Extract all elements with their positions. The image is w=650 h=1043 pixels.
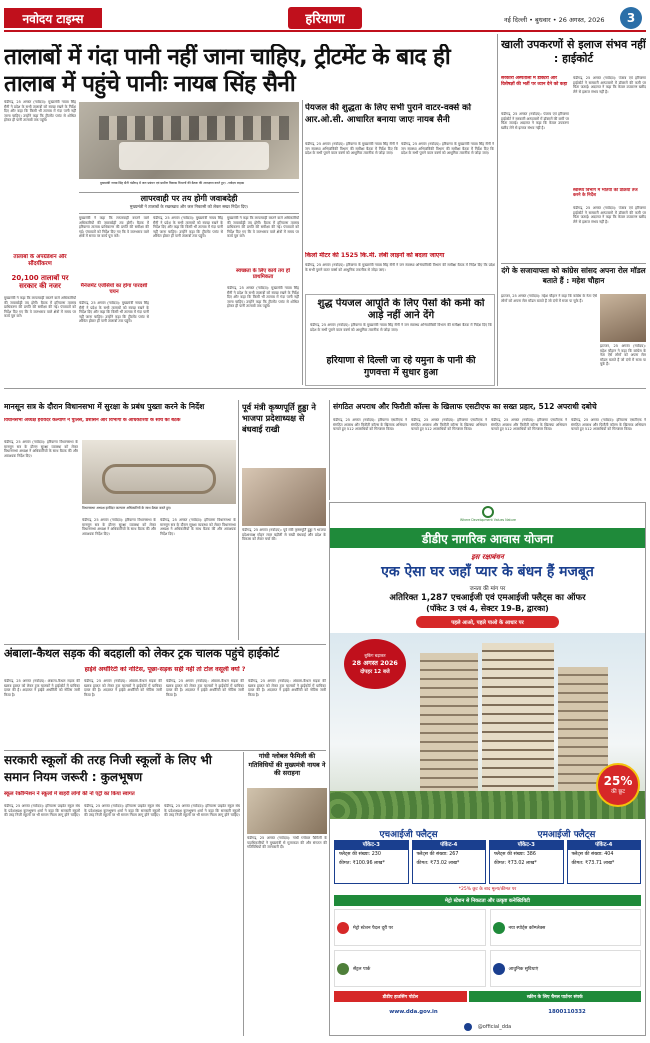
page-number-label: 3 (626, 11, 636, 25)
lead-col3-body: चंडीगढ़, 25 अगस्त (नवोदय): मुख्यमंत्री नायब सिंह सैनी ने प्रदेश के सभी तालाबों को स्वच्छ रखने के निर्देश दिए और कहा कि किसी भी तालाब में गंदा पानी नहीं जाना चाहिए। उन्होंने कहा कि ट्रीटमेंट प्लांट से शोधित होकर ही पानी तालाबों तक पहुंचे। (153, 216, 223, 239)
ad-social-row (334, 1021, 641, 1033)
center-banner-title: लापरवाही पर तय होगी जवाबदेही (140, 194, 238, 203)
feature-item (334, 950, 486, 987)
schools-red-sub: स्कूल रेकॉग्निशन ने स्कूलों में बाहरी लोगों की नो एंट्री का किया स्वागत (4, 791, 135, 797)
sidebar-body-4: झज्जर, 25 अगस्त (नवोदय): महेश चौहान ने कहा कि कांग्रेस के नेता ऐसे लोगों को अपना रोल मॉडल बताते हैं जो दंगों में सजा पा चुके हैं। (501, 294, 597, 303)
feature-label: नया स्पोर्ट्स कॉम्प्लेक्स (508, 925, 546, 931)
ad-headline: एक ऐसा घर जहाँ प्यार के बंधन हैं मजबूत (381, 564, 594, 580)
footer-mid (469, 991, 641, 1002)
gandhi-headline: गांधी ग्लोबल फैमिली की गतिविधियों की मुख्यमंत्री नायब ने की सराहना (248, 752, 326, 778)
pocket-title: पॉकेट-3 (490, 841, 563, 850)
center-banner-sub: मुख्यमंत्री ने तालाबों के रखरखाव और जल निकासी को लेकर सख्त निर्देश दिए। (129, 204, 249, 209)
footer-left (334, 991, 467, 1002)
lead-subhead-1: तालाबों के अपग्रेडेशन और सौंदर्यीकरण (13, 254, 67, 267)
assembly-red-sub: विधानसभा अध्यक्ष हरविंदर कल्याण ने पुलिस, प्रशासन और विभागों के अधिकारियों के साथ की बैठक (4, 418, 181, 423)
feature-label: मेट्रो स्टेशन पैदल दूरी पर (353, 925, 394, 931)
ad-contact-row (334, 1006, 641, 1018)
ambala-body-4: चंडीगढ़, 25 अगस्त (नवोदय): अंबाला-कैथल सड़क की खराब हालत को लेकर ट्रक चालकों ने हाईकोर्ट में याचिका दायर की है। अदालत ने हाईवे अथॉरिटी को नोटिस जारी किया है। (248, 679, 326, 697)
lead-photo-caption: मुख्यमंत्री नायब सिंह सैनी चंडीगढ़ में जल प्रबंधन एवं ग्रामीण विकास विभागों की बैठक की अध्यक्षता करते हुए। -नवोदय टाइम्स (100, 181, 245, 185)
stf-body-4: चंडीगढ़, 25 अगस्त (नवोदय): हरियाणा एसटीएफ ने संगठित अपराध और फिरौती कॉल्स के खिलाफ अभियान चलाते हुए 512 अपराधियों को गिरफ्तार किया। (571, 418, 646, 432)
label-mig: एमआईजी फ्लैट्स (537, 830, 596, 840)
sidebar-headline-2: दंगे के सजायाफ्ता को कांग्रेस सांसद अपना रोल मॉडल बताते हैं : महेश चौहान (501, 266, 646, 285)
pocket-count: फ्लैट्स की संख्या: 386 (494, 852, 536, 857)
ad-title-bar (330, 528, 645, 548)
gandhi-photo (247, 788, 327, 834)
dda-logo (458, 506, 518, 526)
ambala-body-1: चंडीगढ़, 25 अगस्त (नवोदय): अंबाला-कैथल सड़क की खराब हालत को लेकर ट्रक चालकों ने हाईकोर्ट में याचिका दायर की है। अदालत ने हाईवे अथॉरिटी को नोटिस जारी किया है। (4, 679, 80, 697)
right-lead-box (305, 294, 495, 386)
right-lead-body-3: चंडीगढ़, 25 अगस्त (नवोदय): हरियाणा के मुख्यमंत्री नायब सिंह सैनी ने जन स्वास्थ्य अभियांत्रिकी विभाग की समीक्षा बैठक में निर्देश दिए कि प्रदेश के सभी पुराने वाटर वर्क्स को आधुनिक तकनीक से जोड़ा जाए। (305, 263, 495, 272)
ambala-body-3: चंडीगढ़, 25 अगस्त (नवोदय): अंबाला-कैथल सड़क की खराब हालत को लेकर ट्रक चालकों ने हाईकोर्ट में याचिका दायर की है। अदालत ने हाईवे अथॉरिटी को नोटिस जारी किया है। (166, 679, 244, 697)
rakhi-body: चंडीगढ़, 25 अगस्त (नवोदय): पूर्व मंत्री कृष्णमूर्ति हुड्डा ने भाजपा प्रदेशाध्यक्ष मोहन लाल बड़ौली से राखी बंधवाई और प्रदेश के विकास को लेकर चर्चा की। (242, 528, 326, 542)
lead-subhead-2: 20,100 तालाबों पर सरकार की नजर (11, 274, 69, 291)
discount-badge (596, 763, 640, 807)
ad-title: डीडीए नागरिक आवास योजना (422, 531, 553, 546)
masthead (4, 6, 646, 32)
lead-subhead-3: मैनेजमेंट एजेंसियों का होगा पारदर्शी चयन (80, 283, 148, 296)
lead-headline: तालाबों में गंदा पानी नहीं जाना चाहिए, ट्रीटमेंट के बाद ही तालाब में पहुंचे पानीः नायब सिंह सैनी (4, 44, 451, 97)
chauhan-photo (600, 294, 646, 342)
participants-row (99, 116, 289, 140)
pocket-price: कीमत: ₹73.02 लाख* (494, 861, 537, 866)
sidebar-body-5: झज्जर, 25 अगस्त (नवोदय): महेश चौहान ने कहा कि कांग्रेस के नेता ऐसे लोगों को अपना रोल मॉडल बताते हैं जो दंगों में सजा पा चुके हैं। (600, 344, 646, 367)
stf-body-1: चंडीगढ़, 25 अगस्त (नवोदय): हरियाणा एसटीएफ ने संगठित अपराध और फिरौती कॉल्स के खिलाफ अभियान चलाते हुए 512 अपराधियों को गिरफ्तार किया। (333, 418, 407, 432)
pocket-count: फ्लैट्स की संख्या: 404 (571, 852, 614, 857)
schools-body-2: चंडीगढ़, 25 अगस्त (नवोदय): हरियाणा प्राइवेट स्कूल संघ के प्रदेशाध्यक्ष कुलभूषण शर्मा ने कहा कि सरकारी स्कूलों की तरह निजी स्कूलों पर भी समान नियम लागू होने चाहिए। (84, 804, 160, 818)
footer-mid-label: स्क्रीन के लिए चैनल पार्टनर संपर्क (526, 994, 583, 1000)
sidebar-red-sub: सरकारी अस्पतालों में डॉक्टरों और विशेषज्ञों की भर्ती पर ध्यान देने को कहा (501, 76, 568, 87)
tower-center (482, 643, 554, 813)
connectivity-label: मेट्रो स्टेशन से निकटता और उत्कृष्ट कनेक्टिविटी (445, 897, 530, 904)
brand-box (4, 8, 102, 28)
pocket-card (334, 840, 409, 884)
meeting-table (119, 142, 269, 170)
assembly-photo-caption: विधानसभा अध्यक्ष हरविंदर कल्याण अधिकारियों के साथ बैठक करते हुए। (82, 506, 172, 510)
pocket-card (412, 840, 487, 884)
ad-pill-label: पहले आओ, पहले पाओ के आधार पर (451, 620, 524, 626)
feature-item (490, 950, 642, 987)
assembly-body-3: चंडीगढ़, 25 अगस्त (नवोदय): हरियाणा विधानसभा के मानसून सत्र के दौरान सुरक्षा व्यवस्था को लेकर विधानसभा अध्यक्ष ने अधिकारियों के साथ बैठक की और आवश्यक निर्देश दिए। (160, 518, 236, 536)
pocket-price: कीमत: ₹100.96 लाख* (339, 861, 385, 866)
pocket-price: कीमत: ₹73.71 लाख* (571, 861, 615, 866)
pocket-title: पॉकेट-3 (335, 841, 408, 850)
deadline-a: बुकिंग बढ़ाकर (364, 653, 386, 658)
stf-body-3: चंडीगढ़, 25 अगस्त (नवोदय): हरियाणा एसटीएफ ने संगठित अपराध और फिरौती कॉल्स के खिलाफ अभियान चलाते हुए 512 अपराधियों को गिरफ्तार किया। (491, 418, 567, 432)
assembly-body-1: चंडीगढ़, 25 अगस्त (नवोदय): हरियाणा विधानसभा के मानसून सत्र के दौरान सुरक्षा व्यवस्था को लेकर विधानसभा अध्यक्ष ने अधिकारियों के साथ बैठक की और आवश्यक निर्देश दिए। (4, 440, 78, 458)
sidebar-body-2: चंडीगढ़, 25 अगस्त (नवोदय): पंजाब एवं हरियाणा हाईकोर्ट ने सरकारी अस्पतालों में डॉक्टरों की कमी पर चिंता जताई। अदालत ने कहा कि केवल उपकरण खरीद लेने से इलाज संभव नहीं है। (573, 76, 646, 94)
lead-col1-body: मुख्यमंत्री ने कहा कि लापरवाही बरतने वाले अधिकारियों की जवाबदेही तय होगी। बैठक में हरियाणा तालाब प्राधिकरण की प्रगति की समीक्षा की गई। पंचायतों को निर्देश दिए गए कि वे जलभराव वाले क्षेत्रों में समय पर कार्य पूरा करें। (4, 296, 76, 319)
deadline-b: 28 अगस्त 2026 (352, 659, 398, 667)
ad-offer: अतिरिक्त 1,287 एचआईजी एवं एमआईजी फ्लैट्स का ऑफर (389, 593, 586, 603)
rakhi-headline: पूर्व मंत्री कृष्णपूर्ति हुड्डा ने भाजपा प्रदेशाध्यक्ष से बंधवाई राखी (242, 402, 316, 434)
lead-center-banner (79, 192, 299, 214)
pocket-card (489, 840, 564, 884)
dateline: नई दिल्ली • बुधवार • 26 अगस्त, 2026 (504, 16, 605, 24)
pocket-count: फ्लैट्स की संख्या: 230 (339, 852, 381, 857)
assembly-body-2: चंडीगढ़, 25 अगस्त (नवोदय): हरियाणा विधानसभा के मानसून सत्र के दौरान सुरक्षा व्यवस्था को लेकर विधानसभा अध्यक्ष ने अधिकारियों के साथ बैठक की और आवश्यक निर्देश दिए। (82, 518, 156, 536)
discount-value: 25% (603, 774, 633, 788)
box-headline-2: हरियाणा से दिल्ली जा रहे यमुना के पानी की गुणवत्ता में सुधार हुआ (326, 355, 476, 378)
pocket-card (567, 840, 642, 884)
section-tab (288, 7, 362, 29)
ad-tagline: इस रक्षाबंधन (471, 553, 504, 561)
ambala-headline: अंबाला-कैथल सड़क की बदहाली को लेकर ट्रक चालक पहुंचे हाईकोर्ट (4, 647, 279, 660)
lead-col2-body: मुख्यमंत्री ने कहा कि लापरवाही बरतने वाले अधिकारियों की जवाबदेही तय होगी। बैठक में हरियाणा तालाब प्राधिकरण की प्रगति की समीक्षा की गई। पंचायतों को निर्देश दिए गए कि वे जलभराव वाले क्षेत्रों में समय पर कार्य पूरा करें। (79, 216, 149, 239)
footer-left-label: डीडीए हाउसिंग पोर्टल (382, 994, 418, 1000)
ad-offer-sub: (पॉकेट 3 एवं 4, सेक्टर 19-B, द्वारका) (426, 604, 549, 613)
assembly-photo (82, 440, 236, 504)
box-headline-1: शुद्ध पेयजल आपूर्ति के लिए पैसों की कमी को आड़े नहीं आने देंगे (317, 298, 485, 321)
sidebar-item-1: स्वास्थ्य विभाग में भर्तियों की प्रक्रिया तेज करने के निर्देश (573, 188, 638, 199)
features-grid (334, 909, 641, 987)
right-lead-body-1: चंडीगढ़, 25 अगस्त (नवोदय): हरियाणा के मुख्यमंत्री नायब सिंह सैनी ने जन स्वास्थ्य अभियांत्रिकी विभाग की समीक्षा बैठक में निर्देश दिए कि प्रदेश के सभी पुराने वाटर वर्क्स को आधुनिक तकनीक से जोड़ा जाए। (305, 142, 398, 156)
lead-col4-body-b: चंडीगढ़, 25 अगस्त (नवोदय): मुख्यमंत्री नायब सिंह सैनी ने प्रदेश के सभी तालाबों को स्वच्छ रखने के निर्देश दिए और कहा कि किसी भी तालाब में गंदा पानी नहीं जाना चाहिए। उन्होंने कहा कि ट्रीटमेंट प्लांट से शोधित होकर ही पानी तालाबों तक पहुंचे। (227, 286, 299, 309)
section-title: हरियाणा (305, 12, 345, 27)
ad-footer-bar (334, 991, 641, 1002)
ad-offer-lead: जनता की मांग पर (469, 586, 506, 592)
amenities-icon (493, 963, 505, 975)
sidebar-body-1: चंडीगढ़, 25 अगस्त (नवोदय): पंजाब एवं हरियाणा हाईकोर्ट ने सरकारी अस्पतालों में डॉक्टरों की कमी पर चिंता जताई। अदालत ने कहा कि केवल उपकरण खरीद लेने से इलाज संभव नहीं है। (501, 112, 569, 130)
feature-item (490, 909, 642, 946)
dda-logo-mark (482, 506, 494, 518)
deadline-c: दोपहर 12 बजे (360, 669, 390, 675)
right-lead-headline: पेयजल की शुद्धता के लिए सभी पुराने वाटर-वर्क्स को आर.ओ.सी. आधारित बनाया जाएः नायब सैनी (305, 103, 471, 125)
lead-intro: चंडीगढ़, 25 अगस्त (नवोदय): मुख्यमंत्री नायब सिंह सैनी ने प्रदेश के सभी तालाबों को स्वच्छ रखने के निर्देश दिए और कहा कि किसी भी तालाब में गंदा पानी नहीं जाना चाहिए। उन्होंने कहा कि ट्रीटमेंट प्लांट से शोधित होकर ही पानी तालाबों तक पहुंचे। (4, 100, 76, 123)
social-icon (464, 1023, 472, 1031)
assembly-headline: मानसून सत्र के दौरान विधानसभा में सुरक्षा के प्रबंध पुख्ता करने के निर्देश (4, 402, 205, 411)
dda-logo-text: Where Development Values Nature (459, 518, 517, 522)
label-hig: एचआईजी फ्लैट्स (379, 830, 438, 840)
rakhi-photo (242, 468, 326, 526)
lead-photo (79, 102, 299, 179)
booking-deadline-burst (344, 639, 406, 689)
right-lead-subhead: किलो मीटर की 1525 कि.मी. लंबी लाइनों को बदला जाएगा (305, 252, 445, 259)
ambala-body-2: चंडीगढ़, 25 अगस्त (नवोदय): अंबाला-कैथल सड़क की खराब हालत को लेकर ट्रक चालकों ने हाईकोर्ट में याचिका दायर की है। अदालत ने हाईवे अथॉरिटी को नोटिस जारी किया है। (84, 679, 162, 697)
lead-col2-body-b: चंडीगढ़, 25 अगस्त (नवोदय): मुख्यमंत्री नायब सिंह सैनी ने प्रदेश के सभी तालाबों को स्वच्छ रखने के निर्देश दिए और कहा कि किसी भी तालाब में गंदा पानी नहीं जाना चाहिए। उन्होंने कहा कि ट्रीटमेंट प्लांट से शोधित होकर ही पानी तालाबों तक पहुंचे। (79, 301, 149, 324)
ambala-red-sub: हाईवे अथॉरिटी को नोटिस, पूछा-सड़क सही नहीं तो टोल वसूली क्यों ? (84, 666, 246, 673)
discount-label: की छूट (610, 789, 626, 795)
brand-name: नवोदय टाइम्स (22, 11, 84, 26)
pocket-title: पॉकेट-4 (568, 841, 641, 850)
lead-col4-body: मुख्यमंत्री ने कहा कि लापरवाही बरतने वाले अधिकारियों की जवाबदेही तय होगी। बैठक में हरियाणा तालाब प्राधिकरण की प्रगति की समीक्षा की गई। पंचायतों को निर्देश दिए गए कि वे जलभराव वाले क्षेत्रों में समय पर कार्य पूरा करें। (227, 216, 299, 239)
stf-headline: संगठित अपराध और फिरौती कॉल्स के खिलाफ एसटीएफ का सख्त प्रहार, 512 अपराधी दबोचे (333, 402, 597, 411)
ad-website[interactable]: www.dda.gov.in (389, 1009, 438, 1015)
page-number (620, 7, 642, 29)
pocket-count: फ्लैट्स की संख्या: 267 (416, 852, 459, 857)
pocket-grid (334, 840, 641, 884)
ad-pill[interactable] (416, 616, 559, 628)
box-body: चंडीगढ़, 25 अगस्त (नवोदय): हरियाणा के मुख्यमंत्री नायब सिंह सैनी ने जन स्वास्थ्य अभियांत्रिकी विभाग की समीक्षा बैठक में निर्देश दिए कि प्रदेश के सभी पुराने वाटर वर्क्स को आधुनिक तकनीक से जोड़ा जाए। (310, 323, 492, 332)
pocket-title: पॉकेट-4 (413, 841, 486, 850)
sidebar-body-3: चंडीगढ़, 25 अगस्त (नवोदय): पंजाब एवं हरियाणा हाईकोर्ट ने सरकारी अस्पतालों में डॉक्टरों की कमी पर चिंता जताई। अदालत ने कहा कि केवल उपकरण खरीद लेने से इलाज संभव नहीं है। (573, 206, 646, 224)
gandhi-body: चंडीगढ़, 25 अगस्त (नवोदय): गांधी ग्लोबल फैमिली के पदाधिकारियों ने मुख्यमंत्री से मुलाकात की और संगठन की गतिविधियों की जानकारी दी। (247, 836, 327, 850)
schools-headline: सरकारी स्कूलों की तरह निजी स्कूलों के लिए भी समान नियम जरूरी : कुलभूषण (4, 753, 212, 784)
feature-label: सेंट्रल पार्क (353, 966, 371, 972)
pocket-price: कीमत: ₹73.02 लाख* (416, 861, 460, 866)
lead-subhead-4: स्वच्छता के लिए कार्य तय हो प्राथमिकता (236, 268, 290, 281)
park-icon (337, 963, 349, 975)
right-lead-body-2: चंडीगढ़, 25 अगस्त (नवोदय): हरियाणा के मुख्यमंत्री नायब सिंह सैनी ने जन स्वास्थ्य अभियांत्रिकी विभाग की समीक्षा बैठक में निर्देश दिए कि प्रदेश के सभी पुराने वाटर वर्क्स को आधुनिक तकनीक से जोड़ा जाए। (401, 142, 494, 156)
sports-icon (493, 922, 505, 934)
feature-label: आधुनिक सुविधाएं (508, 966, 539, 972)
feature-item (334, 909, 486, 946)
discount-note: *25% छूट के बाद मूल्य/कीमत पर (458, 887, 517, 892)
assembly-table (102, 464, 216, 494)
schools-body-3: चंडीगढ़, 25 अगस्त (नवोदय): हरियाणा प्राइवेट स्कूल संघ के प्रदेशाध्यक्ष कुलभूषण शर्मा ने कहा कि सरकारी स्कूलों की तरह निजी स्कूलों पर भी समान नियम लागू होने चाहिए। (164, 804, 240, 818)
ad-helpline[interactable]: 1800110332 (548, 1009, 586, 1015)
stf-body-2: चंडीगढ़, 25 अगस्त (नवोदय): हरियाणा एसटीएफ ने संगठित अपराध और फिरौती कॉल्स के खिलाफ अभियान चलाते हुए 512 अपराधियों को गिरफ्तार किया। (411, 418, 487, 432)
dda-advertisement[interactable] (329, 502, 646, 1036)
tower-left (420, 653, 478, 813)
schools-body-1: चंडीगढ़, 25 अगस्त (नवोदय): हरियाणा प्राइवेट स्कूल संघ के प्रदेशाध्यक्ष कुलभूषण शर्मा ने कहा कि सरकारी स्कूलों की तरह निजी स्कूलों पर भी समान नियम लागू होने चाहिए। (4, 804, 80, 818)
sidebar-headline: खाली उपकरणों से इलाज संभव नहीं : हाईकोर्ट (501, 38, 646, 65)
metro-icon (337, 922, 349, 934)
ad-social-handle[interactable]: @official_dda (477, 1024, 512, 1030)
connectivity-bar (334, 895, 641, 906)
